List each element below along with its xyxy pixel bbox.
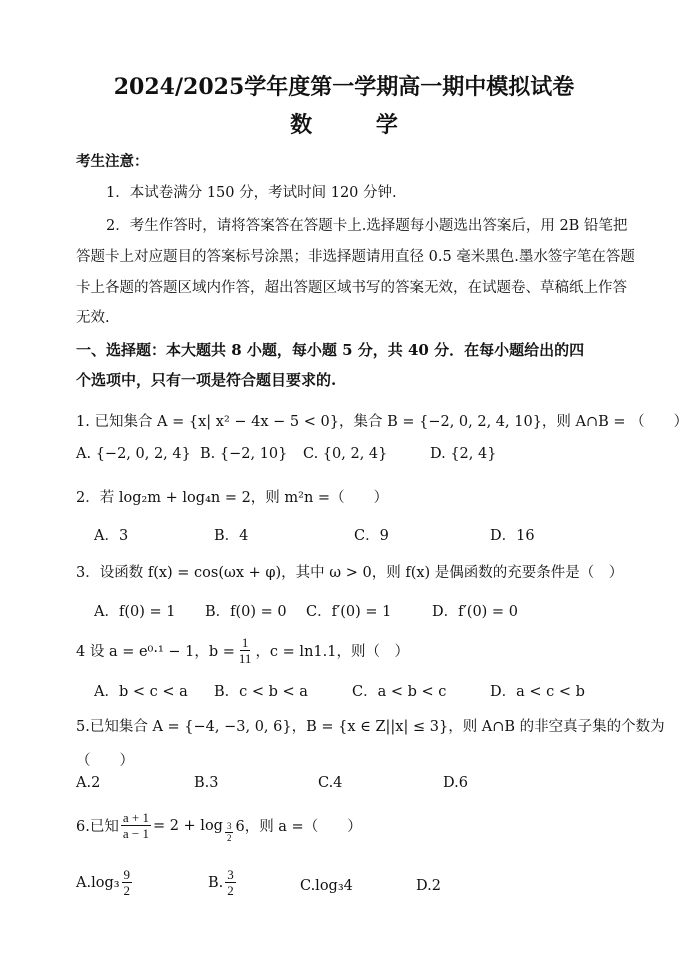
question-6-stem	[76, 808, 362, 843]
question-3-option-b: B．f(0) = 0	[205, 604, 287, 620]
question-1-option-c: C. {0, 2, 4}	[303, 446, 388, 462]
question-1-option-d: D. {2, 4}	[430, 446, 497, 462]
question-6-option-c: C.log₃4	[300, 878, 353, 894]
question-6-option-b	[208, 868, 238, 897]
question-3-option-d: D．f′(0) = 0	[432, 604, 518, 620]
question-6-option-a-denominator: 2	[123, 883, 131, 898]
question-6-stem-mid: = 2 + log	[152, 817, 223, 834]
question-2-option-b: B．4	[214, 528, 249, 544]
notice-item-2-line-1: 2．考生作答时，请将答案答在答题卡上.选择题每小题选出答案后，用 2B 铅笔把	[106, 218, 628, 234]
question-5-option-d: D.6	[443, 775, 468, 791]
question-5-stem: 5.已知集合 A = {−4, −3, 0, 6}，B = {x ∈ Z||x| ≤ 3}，则 A∩B 的非空真子集的个数为	[76, 719, 665, 735]
question-6-option-a-prefix: A.log₃	[76, 874, 120, 891]
question-4-option-d: D．a < c < b	[490, 684, 585, 700]
question-1-stem: 1. 已知集合 A = {x| x² − 4x − 5 < 0}，集合 B = {−2, 0, 2, 4, 10}，则 A∩B = （ ）	[76, 414, 688, 430]
question-2-stem: 2．若 log₂m + log₄n = 2，则 m²n =（ ）	[76, 490, 389, 506]
question-5-option-b: B.3	[194, 775, 219, 791]
question-4-option-c: C．a < b < c	[352, 684, 447, 700]
question-6-option-d: D.2	[416, 878, 441, 894]
question-2-option-d: D．16	[490, 528, 535, 544]
question-6-option-a	[76, 868, 134, 897]
section-1-heading-line-1: 一、选择题：本大题共 8 小题，每小题 5 分，共 40 分．在每小题给出的四	[76, 341, 585, 359]
section-1-heading-line-2: 个选项中，只有一项是符合题目要求的.	[76, 371, 337, 389]
question-1-option-b: B. {−2, 10}	[200, 446, 288, 462]
question-6-option-b-denominator: 2	[227, 883, 234, 898]
notice-item-2-line-2: 答题卡上对应题目的答案标号涂黑；非选择题请用直径 0.5 毫米黑色.墨水签字笔在答题	[76, 249, 635, 265]
question-4-option-b: B．c < b < a	[214, 684, 308, 700]
question-6-stem-post: 6，则 a =（ ）	[235, 819, 362, 835]
question-6-log-base	[225, 822, 234, 843]
question-4-fraction-numerator: 1	[241, 635, 249, 650]
question-2-option-c: C．9	[354, 528, 389, 544]
question-4-stem	[76, 636, 409, 665]
notice-heading: 考生注意：	[76, 153, 149, 170]
question-6-option-a-numerator: 9	[123, 867, 131, 882]
question-4-stem-pre: 4 设 a = e⁰·¹ − 1，b =	[76, 644, 235, 660]
notice-item-2-line-4: 无效.	[76, 310, 110, 326]
question-4-fraction	[237, 636, 254, 665]
question-4-fraction-denominator: 11	[238, 651, 252, 666]
question-4-option-a: A．b < c < a	[94, 684, 188, 700]
question-3-stem: 3．设函数 f(x) = cos(ωx + φ)，其中 ω > 0，则 f(x) 是偶函数的充要条件是（ ）	[76, 565, 624, 581]
question-6-log-base-denominator: 2	[226, 833, 232, 843]
question-6-stem-pre: 6.已知	[76, 819, 119, 835]
question-6-option-a-fraction	[122, 868, 133, 897]
question-3-option-a: A．f(0) = 1	[94, 604, 176, 620]
question-6-fraction	[121, 811, 151, 840]
question-6-option-b-fraction	[225, 868, 236, 897]
question-6-fraction-denominator: a − 1	[122, 826, 149, 841]
question-6-log-base-numerator: 3	[226, 821, 232, 831]
question-5-answer-paren: （ ）	[76, 753, 134, 769]
subject-title: 数 学	[290, 112, 426, 138]
question-6-option-b-prefix: B.	[208, 874, 224, 891]
question-4-stem-post: ，c = ln1.1，则（ ）	[255, 644, 409, 660]
notice-item-2-line-3: 卡上各题的答题区域内作答，超出答题区域书写的答案无效，在试题卷、草稿纸上作答	[76, 280, 627, 296]
question-3-option-c: C．f′(0) = 1	[306, 604, 392, 620]
exam-title: 2024/2025学年度第一学期高一期中模拟试卷	[113, 74, 575, 100]
question-1-option-a: A. {−2, 0, 2, 4}	[76, 446, 191, 462]
question-5-option-a: A.2	[76, 775, 101, 791]
question-2-option-a: A．3	[94, 528, 129, 544]
question-6-option-b-numerator: 3	[227, 867, 234, 882]
notice-item-1: 1．本试卷满分 150 分，考试时间 120 分钟.	[106, 185, 397, 201]
question-6-fraction-numerator: a + 1	[122, 810, 149, 825]
question-5-option-c: C.4	[318, 775, 343, 791]
